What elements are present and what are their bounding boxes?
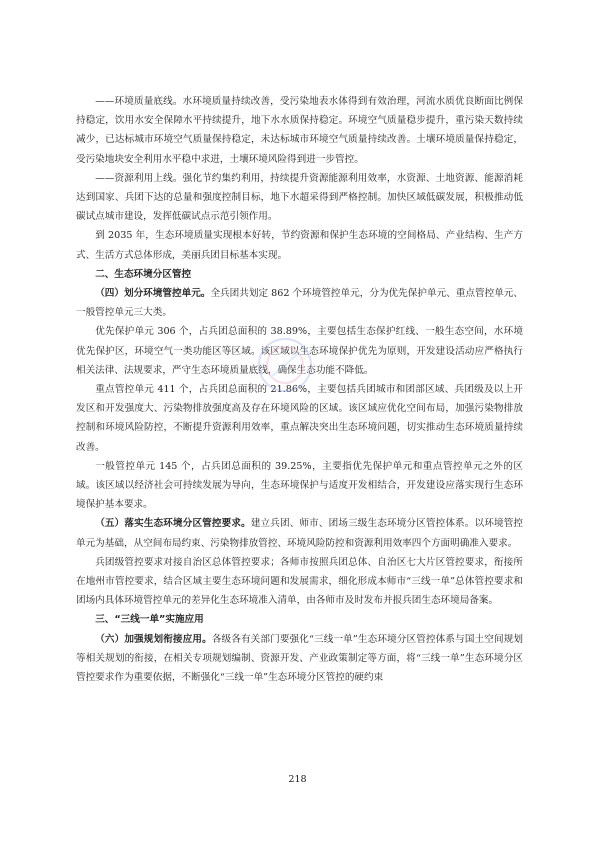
section-heading-2: 二、生态环境分区管控 bbox=[95, 268, 192, 280]
paragraph-2035-goal: 到 2035 年，生态环境质量实现根本好转，节约资源和保护生态环境的空间格局、产业结构、生产方式、生活方式总体形成，美丽兵团目标基本实现。 bbox=[76, 230, 523, 261]
watermark-logo bbox=[250, 330, 320, 400]
paragraph-priority-units: 优先保护单元 306 个，占兵团总面积的 38.89%，主要包括生态保护红线、一般生态空间，水环境优先保护区，环境空气一类功能区等区域。该区域以生态环境保护优先为原则，开发建设活动应严格执行相关法律、法规要求，严守生态环境质量底线，确保生态功能不降低。 bbox=[76, 326, 523, 376]
item-4-text: 全兵团共划定 862 个环境管控单元，分为优先保护单元、重点管控单元、一般管控单元三大类。 bbox=[76, 288, 524, 319]
paragraph-environment-quality: ——环境质量底线。水环境质量持续改善，受污染地表水体得到有效治理，河流水质优良断面比例保持稳定，饮用水安全保障水平持续提升，地下水水质保持稳定。环境空气质量稳步提升，重污染天数持续减少，已达标城市环境空气质量保持稳定，未达标城市环境空气质量持续改善。土壤环境质量保持稳定，受污染地块安全利用水平稳中求进，土壤环境风险得到进一步管控。 bbox=[76, 96, 523, 165]
paragraph-item-4 bbox=[76, 284, 523, 322]
item-5-lead: （五）落实生态环境分区管控要求。 bbox=[95, 518, 251, 530]
paragraph-item-5 bbox=[76, 514, 523, 552]
paragraph-item-6 bbox=[76, 630, 523, 688]
page-number: 218 bbox=[288, 774, 307, 785]
item-5-text: 建立兵团、师市、团场三级生态环境分区管控体系。以环境管控单元为基础，从空间布局约束、污染物排放管控、环境风险防控和资源利用效率四个方面明确准入要求。 bbox=[76, 518, 524, 549]
paragraph-resource-limit: ——资源利用上线。强化节约集约利用，持续提升资源能源利用效率，水资源、土地资源、能源消耗达到国家、兵团下达的总量和强度控制目标，地下水超采得到严格控制。加快区域低碳发展，积极推动低碳试点城市建设，发挥低碳试点示范引领作用。 bbox=[76, 172, 523, 223]
item-6-text: 各级各有关部门要强化“三线一单”生态环境分区管控体系与国土空间规划等相关规划的衔接，在相关专项规划编制、资源开发、产业政策制定等方面，将“三线一单”生态环境分区管控要求作为重要依据，不断强化“三线一单”生态环境分区管控的硬约束 bbox=[76, 633, 524, 684]
item-4-lead: （四）划分环境管控单元。 bbox=[95, 288, 211, 300]
paragraph-tier-requirements: 兵团级管控要求对接自治区总体管控要求；各师市按照兵团总体、自治区七大片区管控要求，衔接所在地州市管控要求，结合区域主要生态环境问题和发展需求，细化形成本师市“三线一单”总体管控要求和团场内具体环境管控单元的差异化生态环境准入清单，由各师市及时发布并报兵团生态环境局备案。 bbox=[76, 556, 523, 607]
paragraph-key-units: 重点管控单元 411 个，占兵团总面积的 21.86%，主要包括兵团城市和团部区域、兵团级及以上开发区和开发强度大、污染物排放强度高及存在环境风险的区域。该区域应优化空间布局，加强污染物排放控制和环境风险防控，不断提升资源利用效率，重点解决突出生态环境问题，切实推动生态环境质量持续改善。 bbox=[76, 384, 523, 453]
paragraph-general-units: 一般管控单元 145 个，占兵团总面积的 39.25%，主要指优先保护单元和重点管控单元之外的区域。该区域以经济社会可持续发展为导向，生态环境保护与适度开发相结合，开发建设应落实现行生态环境保护基本要求。 bbox=[76, 460, 523, 511]
item-6-lead: （六）加强规划衔接应用。 bbox=[95, 633, 212, 645]
section-heading-3: 三、“三线一单”实施应用 bbox=[95, 614, 204, 626]
